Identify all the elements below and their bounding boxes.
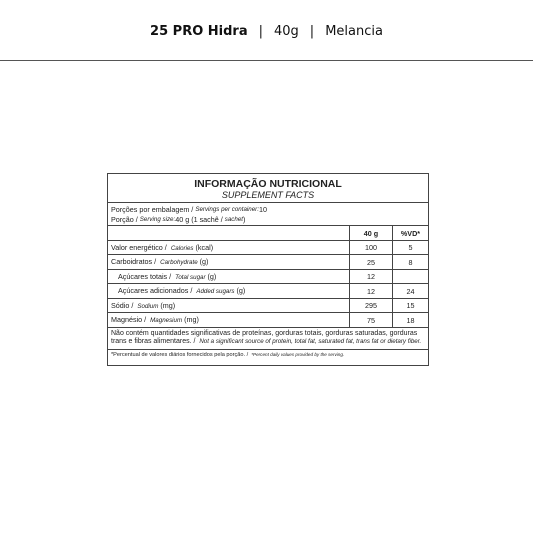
nutrient-name: Açúcares adicionados / Added sugars (g) [108, 284, 350, 299]
product-name: 25 PRO Hidra [150, 23, 248, 39]
servings-pt: Porções por embalagem / [111, 204, 194, 214]
nutrition-facts-label [107, 173, 429, 366]
serving-info [108, 202, 428, 225]
nutrient-name: Valor energético / Calories (kcal) [108, 240, 350, 255]
table-row [108, 298, 428, 313]
footnote-en: *Percent daily values provided by the serving. [251, 351, 345, 357]
nutrient-amount: 12 [350, 284, 393, 299]
nutrient-dv: 24 [393, 284, 429, 299]
label-footnote [108, 349, 428, 361]
nutrition-notice [108, 327, 428, 349]
servings-per-container [111, 204, 425, 214]
notice-pt: Não contém quantidades significativas de proteínas, gorduras totais, gorduras saturadas, gorduras trans e fibras alimentares. / [111, 329, 418, 346]
header-portion: 40 g [350, 226, 393, 241]
nutrient-amount: 75 [350, 313, 393, 327]
portion-en: Serving size: [139, 215, 176, 223]
table-row [108, 240, 428, 255]
servings-en: Servings per container: [195, 205, 259, 213]
table-row [108, 269, 428, 284]
nutrient-amount: 25 [350, 255, 393, 270]
nutrient-name: Açúcares totais / Total sugar (g) [108, 269, 350, 284]
portion-close: ) [243, 214, 246, 224]
servings-value: 10 [258, 204, 267, 214]
nutrient-dv [393, 269, 429, 284]
nutrient-dv: 5 [393, 240, 429, 255]
nutrient-dv: 15 [393, 298, 429, 313]
label-title: INFORMAÇÃO NUTRICIONAL [194, 178, 342, 190]
footnote-pt: *Percentual de valores diários fornecidos pela porção. / [111, 351, 250, 358]
nutrient-table [108, 225, 428, 327]
table-row [108, 313, 428, 327]
nutrient-dv: 8 [393, 255, 429, 270]
header-dv: %VD* [393, 226, 429, 241]
table-header-row [108, 226, 428, 241]
label-subtitle: SUPPLEMENT FACTS [221, 189, 315, 200]
product-header [0, 0, 533, 61]
nutrient-name: Carboidratos / Carbohydrate (g) [108, 255, 350, 270]
nutrient-amount: 100 [350, 240, 393, 255]
notice-en: Not a significant source of protein, total fat, saturated fat, trans fat or dietary fiber. [199, 338, 422, 346]
portion-unit-en: sachet [224, 215, 243, 223]
portion-pt: Porção / [111, 214, 138, 224]
nutrient-dv: 18 [393, 313, 429, 327]
nutrient-name: Magnésio / Magnesium (mg) [108, 313, 350, 327]
table-row [108, 255, 428, 270]
table-row [108, 284, 428, 299]
header-separator: | [258, 23, 263, 39]
nutrient-name: Sódio / Sodium (mg) [108, 298, 350, 313]
portion-value: 40 g (1 sachê / [175, 214, 223, 224]
nutrient-amount: 12 [350, 269, 393, 284]
header-blank [108, 226, 350, 241]
nutrient-amount: 295 [350, 298, 393, 313]
product-weight: 40g [274, 23, 299, 39]
serving-size [111, 214, 425, 224]
header-separator: | [309, 23, 315, 39]
product-flavor: Melancia [325, 23, 383, 39]
